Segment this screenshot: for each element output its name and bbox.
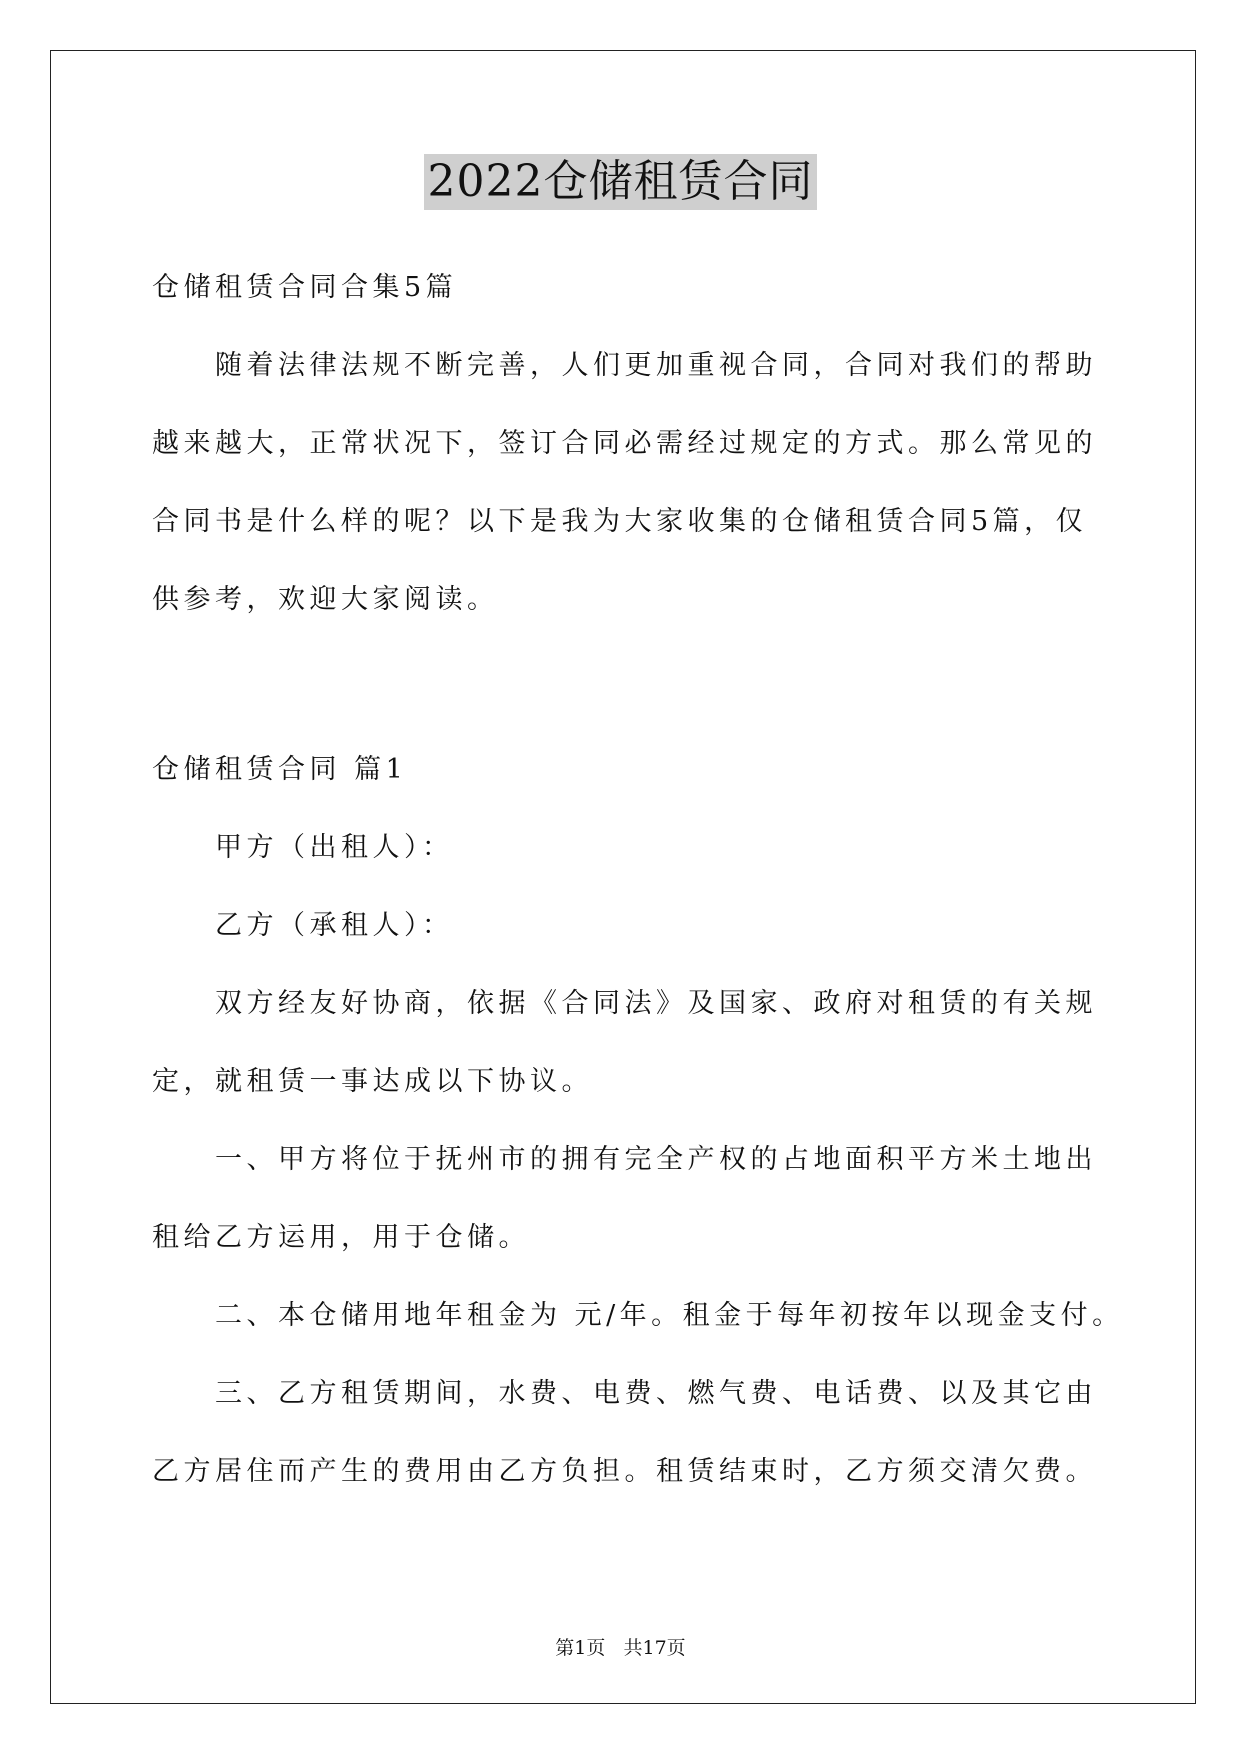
agreement-line-1: 双方经友好协商，依据《合同法》及国家、政府对租赁的有关规 — [215, 988, 1097, 1019]
intro-line-4: 供参考，欢迎大家阅读。 — [152, 584, 499, 615]
intro-line-3: 合同书是什么样的呢？以下是我为大家收集的仓储租赁合同5篇，仅 — [152, 506, 1088, 537]
page-footer: 第1页 共17页 — [555, 1637, 686, 1659]
clause-3-line-1: 三、乙方租赁期间，水费、电费、燃气费、电话费、以及其它由 — [215, 1378, 1097, 1409]
party-a-line: 甲方（出租人）： — [215, 832, 454, 863]
party-b-line: 乙方（承租人）： — [215, 910, 454, 941]
title-wrap — [0, 154, 1241, 210]
clause-2-line: 二、本仓储用地年租金为 元/年。租金于每年初按年以现金支付。 — [215, 1300, 1124, 1331]
intro-line-2: 越来越大，正常状况下，签订合同必需经过规定的方式。那么常见的 — [152, 428, 1097, 459]
section-heading: 仓储租赁合同 篇1 — [152, 754, 408, 785]
clause-1-line-2: 租给乙方运用，用于仓储。 — [152, 1222, 530, 1253]
agreement-line-2: 定，就租赁一事达成以下协议。 — [152, 1066, 593, 1097]
clause-3-line-2: 乙方居住而产生的费用由乙方负担。租赁结束时，乙方须交清欠费。 — [152, 1456, 1097, 1487]
document-title: 2022仓储租赁合同 — [424, 154, 818, 210]
clause-1-line-1: 一、甲方将位于抚州市的拥有完全产权的占地面积平方米土地出 — [215, 1144, 1097, 1175]
subtitle-line: 仓储租赁合同合集5篇 — [152, 272, 458, 303]
intro-line-1: 随着法律法规不断完善，人们更加重视合同，合同对我们的帮助 — [215, 350, 1097, 381]
